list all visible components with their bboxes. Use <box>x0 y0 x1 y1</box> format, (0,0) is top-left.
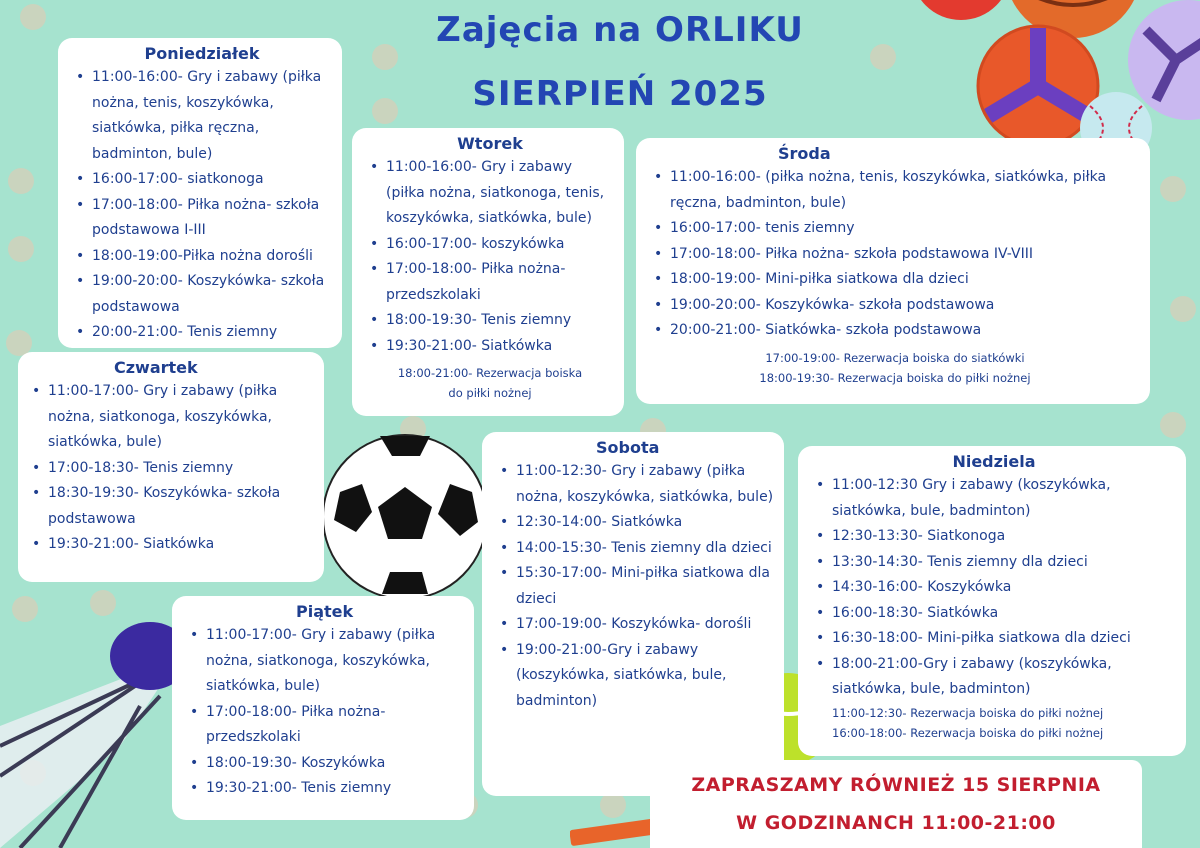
list-item: • 11:00-17:00- Gry i zabawy (piłka nożna, siatkonoga, koszykówka, siatkówka, bule) <box>28 379 314 456</box>
day-title: Piątek <box>296 602 354 621</box>
list-item: • 12:30-14:00- Siatkówka <box>496 510 774 536</box>
list-item: • 18:00-19:00-Piłka nożna dorośli <box>72 244 332 270</box>
list-item: • 18:00-19:00- Mini-piłka siatkowa dla dzieci <box>650 267 1140 293</box>
list-item: • 11:00-12:30- Gry i zabawy (piłka nożna, koszykówka, siatkówka, bule) <box>496 459 774 510</box>
list-item: • 18:00-19:30- Tenis ziemny <box>366 308 614 334</box>
day-card-sunday <box>798 446 1186 756</box>
list-item: • 18:00-21:00-Gry i zabawy (koszykówka, siatkówka, bule, badminton) <box>812 652 1176 703</box>
schedule-list <box>28 379 314 558</box>
soccer-ball-icon <box>320 432 490 602</box>
list-item: • 16:00-18:30- Siatkówka <box>812 601 1176 627</box>
list-item: • 13:30-14:30- Tenis ziemny dla dzieci <box>812 550 1176 576</box>
list-item: • 17:00-19:00- Koszykówka- dorośli <box>496 612 774 638</box>
banner-line-1: ZAPRASZAMY RÓWNIEŻ 15 SIERPNIA <box>691 774 1101 796</box>
schedule-list <box>366 155 614 359</box>
list-item: • 11:00-12:30 Gry i zabawy (koszykówka, siatkówka, bule, badminton) <box>812 473 1176 524</box>
day-title: Środa <box>778 144 831 163</box>
list-item: • 17:00-18:30- Tenis ziemny <box>28 456 314 482</box>
list-item: • 18:30-19:30- Koszykówka- szkoła podstawowa <box>28 481 314 532</box>
list-item: • 14:30-16:00- Koszykówka <box>812 575 1176 601</box>
banner-line-2: W GODZINANCH 11:00-21:00 <box>736 812 1056 834</box>
shuttlecock-icon <box>0 616 200 848</box>
list-item: • 11:00-17:00- Gry i zabawy (piłka nożna, siatkonoga, koszykówka, siatkówka, bule) <box>186 623 464 700</box>
schedule-list <box>496 459 774 714</box>
day-title: Niedziela <box>952 452 1036 471</box>
day-title: Poniedziałek <box>144 44 260 63</box>
schedule-list <box>186 623 464 802</box>
list-item: • 18:00-19:30- Koszykówka <box>186 751 464 777</box>
racket-handle-icon <box>570 818 660 848</box>
page-title: Zajęcia na ORLIKU <box>436 10 804 50</box>
schedule-list <box>72 65 332 346</box>
list-item: • 15:30-17:00- Mini-piłka siatkowa dla dzieci <box>496 561 774 612</box>
reservation-note: do piłki nożnej <box>448 386 532 400</box>
list-item: • 16:00-17:00- koszykówka <box>366 232 614 258</box>
list-item: • 16:00-17:00- tenis ziemny <box>650 216 1140 242</box>
reservation-note: 18:00-21:00- Rezerwacja boiska <box>397 366 583 380</box>
invitation-banner <box>650 760 1142 848</box>
list-item: • 19:00-21:00-Gry i zabawy (koszykówka, siatkówka, bule, badminton) <box>496 638 774 715</box>
list-item: • 11:00-16:00- Gry i zabawy (piłka nożna, siatkonoga, tenis, koszykówka, siatkówka, bule) <box>366 155 614 232</box>
reservation-note: 17:00-19:00- Rezerwacja boiska do siatkówki <box>765 350 1025 365</box>
day-card-saturday <box>482 432 784 796</box>
reservation-note: 11:00-12:30- Rezerwacja boiska do piłki nożnej <box>832 705 1104 720</box>
list-item: • 19:30-21:00- Siatkówka <box>366 334 614 360</box>
list-item: • 17:00-18:00- Piłka nożna- przedszkolaki <box>366 257 614 308</box>
list-item: • 19:30-21:00- Siatkówka <box>28 532 314 558</box>
day-card-thursday <box>18 352 324 582</box>
list-item: • 11:00-16:00- (piłka nożna, tenis, koszykówka, siatkówka, piłka ręczna, badminton, bule) <box>650 165 1140 216</box>
list-item: • 16:00-17:00- siatkonoga <box>72 167 332 193</box>
reservation-note: 16:00-18:00- Rezerwacja boiska do piłki nożnej <box>832 725 1104 740</box>
reservation-note: 18:00-19:30- Rezerwacja boiska do piłki nożnej <box>759 370 1031 385</box>
list-item: • 19:30-21:00- Tenis ziemny <box>186 776 464 802</box>
page-subtitle: SIERPIEŃ 2025 <box>472 74 768 114</box>
list-item: • 20:00-21:00- Siatkówka- szkoła podstawowa <box>650 318 1140 344</box>
schedule-list <box>812 473 1176 703</box>
day-card-wednesday <box>636 138 1150 404</box>
day-card-friday <box>172 596 474 820</box>
day-title: Czwartek <box>114 358 198 377</box>
day-card-monday <box>58 38 342 348</box>
day-title: Wtorek <box>457 134 523 153</box>
list-item: • 17:00-18:00- Piłka nożna- przedszkolaki <box>186 700 464 751</box>
list-item: • 19:00-20:00- Koszykówka- szkoła podstawowa <box>650 293 1140 319</box>
list-item: • 16:30-18:00- Mini-piłka siatkowa dla dzieci <box>812 626 1176 652</box>
day-title: Sobota <box>596 438 660 457</box>
list-item: • 11:00-16:00- Gry i zabawy (piłka nożna, tenis, koszykówka, siatkówka, piłka ręczna, badminton, bule) <box>72 65 332 167</box>
day-card-tuesday <box>352 128 624 416</box>
list-item: • 20:00-21:00- Tenis ziemny <box>72 320 332 346</box>
list-item: • 19:00-20:00- Koszykówka- szkoła podstawowa <box>72 269 332 320</box>
list-item: • 17:00-18:00- Piłka nożna- szkoła podstawowa I-III <box>72 193 332 244</box>
schedule-list <box>650 165 1140 344</box>
list-item: • 14:00-15:30- Tenis ziemny dla dzieci <box>496 536 774 562</box>
list-item: • 17:00-18:00- Piłka nożna- szkoła podstawowa IV-VIII <box>650 242 1140 268</box>
list-item: • 12:30-13:30- Siatkonoga <box>812 524 1176 550</box>
